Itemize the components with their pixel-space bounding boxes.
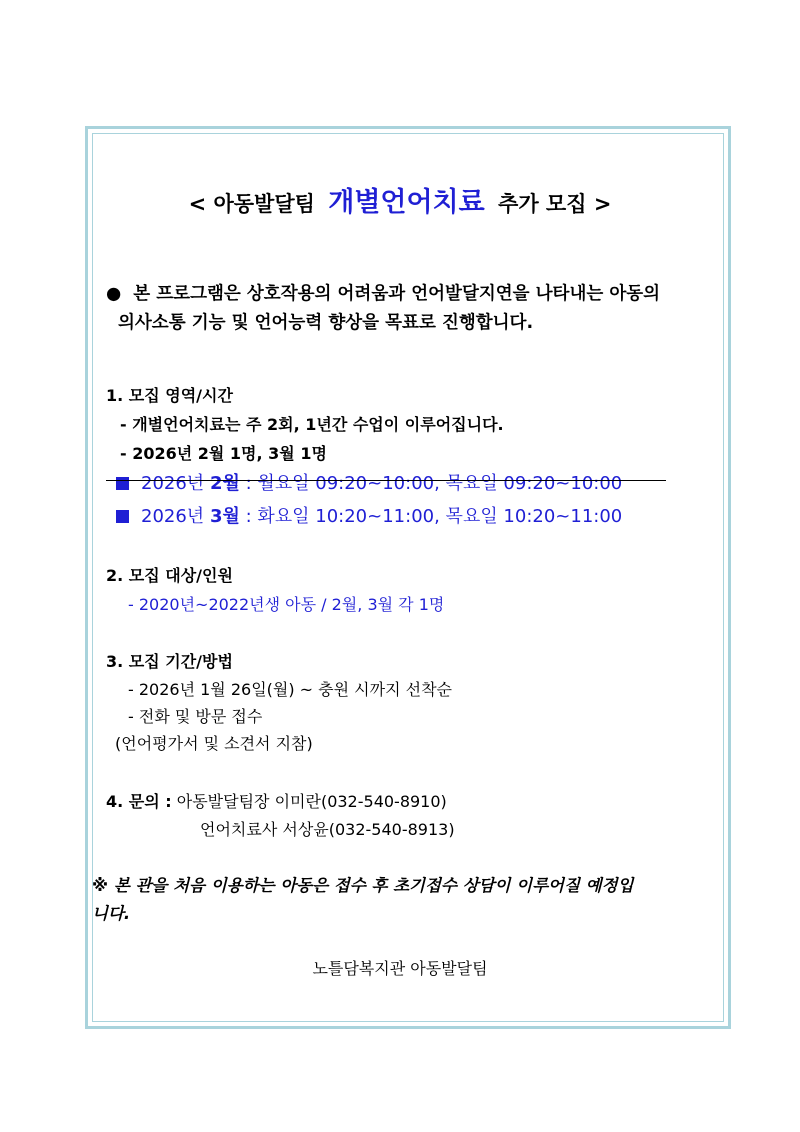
intro-line-1: ● 본 프로그램은 상호작용의 어려움과 언어발달지연을 나타내는 아동의 — [106, 284, 661, 304]
section4-heading: 4. 문의 : — [106, 792, 172, 811]
feb-schedule: 2026년 2월 : 월요일 09:20~10:00, 목요일 09:20~10:00 — [116, 469, 622, 495]
section3-line2: - 전화 및 방문 접수 — [128, 707, 263, 726]
note-line-1: ※ 본 관을 처음 이용하는 아동은 접수 후 초기접수 상담이 이루어질 예정입 — [92, 876, 634, 895]
section2-heading: 2. 모집 대상/인원 — [106, 566, 233, 585]
footer-org: 노틀담복지관 아동발달팀 — [312, 959, 488, 978]
page-title — [0, 180, 800, 219]
section2-line1: - 2020년~2022년생 아동 / 2월, 3월 각 1명 — [128, 595, 445, 614]
title-suffix: 추가 모집 > — [498, 192, 612, 216]
section3-line3: (언어평가서 및 소견서 지참) — [115, 734, 313, 753]
section1-line1: - 개별언어치료는 주 2회, 1년간 수업이 이루어집니다. — [120, 415, 504, 434]
strikethrough-line — [106, 480, 666, 481]
title-highlight: 개별언어치료 — [328, 187, 485, 218]
section4-line1 — [106, 789, 447, 812]
contact-1: 아동발달팀장 이미란(032-540-8910) — [176, 792, 447, 811]
intro-line-2: 의사소통 기능 및 언어능력 향상을 목표로 진행합니다. — [118, 313, 534, 333]
square-bullet-icon — [116, 510, 129, 523]
bullet-icon: ● — [106, 284, 122, 304]
contact-2: 언어치료사 서상윤(032-540-8913) — [200, 820, 455, 839]
section1-line2: - 2026년 2월 1명, 3월 1명 — [120, 444, 327, 463]
mar-schedule: 2026년 3월 : 화요일 10:20~11:00, 목요일 10:20~11:00 — [116, 502, 622, 528]
section1-heading: 1. 모집 영역/시간 — [106, 386, 233, 405]
square-bullet-icon — [116, 477, 129, 490]
note-line-2: 니다. — [92, 904, 131, 923]
section3-heading: 3. 모집 기간/방법 — [106, 652, 233, 671]
title-prefix: < 아동발달팀 — [188, 192, 315, 216]
section3-line1: - 2026년 1월 26일(월) ~ 충원 시까지 선착순 — [128, 680, 452, 699]
